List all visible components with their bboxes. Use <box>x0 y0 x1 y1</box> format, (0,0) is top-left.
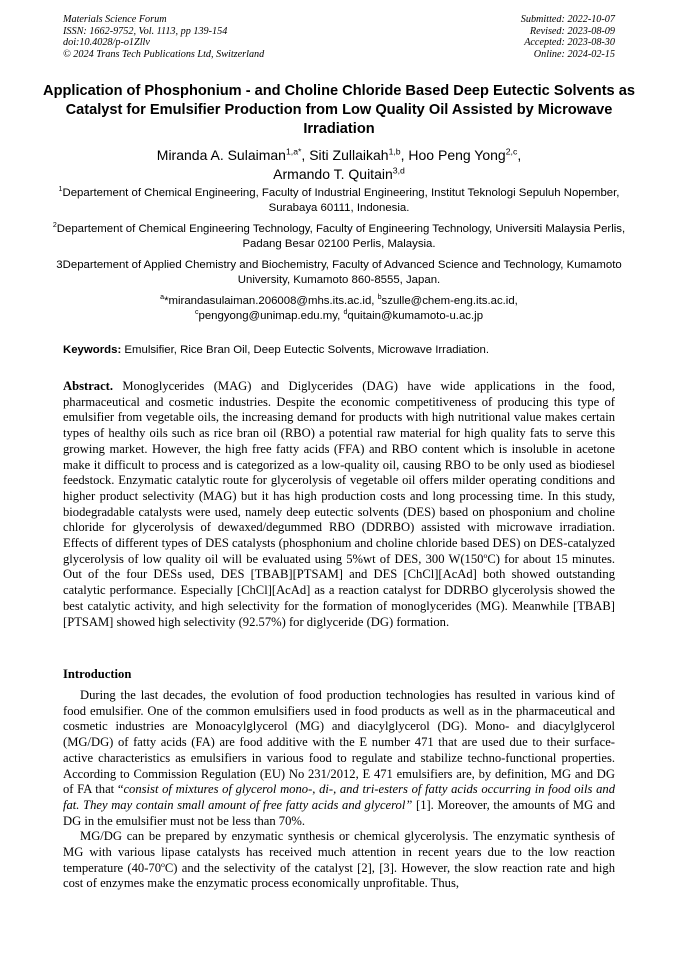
email-link[interactable]: *mirandasulaiman.206008@mhs.its.ac.id, <box>164 295 378 307</box>
abstract-label: Abstract. <box>63 379 114 393</box>
author-separator: , <box>517 147 522 163</box>
journal-name: Materials Science Forum <box>63 14 167 25</box>
journal-info <box>63 14 264 60</box>
keywords-label: Keywords: <box>63 344 122 356</box>
email-superscript: c <box>194 309 199 317</box>
author-superscript: 1,a* <box>285 146 302 157</box>
abstract-text: C) for about 15 minutes. Out of the four DESs used, DES [TBAB][PTSAM] and DES [ChCl][AcAd] both showed outstanding catalytic performance. Especially [ChCl][AcAd] as a reaction catalyst for DDRBO glycerolysis showed the best catalytic activity, and high selectivity for the formation of monoglycerides (MG). Meanwhile [TBAB][PTSAM] showed high selectivity (92.57%) for diglyceride (DG) formation. <box>63 551 615 629</box>
affiliation-text: Departement of Chemical Engineering, Faculty of Industrial Engineering, Institut Teknologi Sepuluh Nopember, Surabaya 60111, Indonesia. <box>62 187 620 215</box>
author-list <box>40 146 638 183</box>
author-separator: , <box>301 147 310 163</box>
publication-dates <box>521 14 615 60</box>
paper-title: Application of Phosphonium - and Choline Chloride Based Deep Eutectic Solvents as Catalyst for Emulsifier Production from Low Quality Oil Assisted by Microwave Irradiation <box>43 83 635 137</box>
email-link[interactable]: szulle@chem-eng.its.ac.id, <box>381 295 518 307</box>
affiliation-superscript: 1 <box>58 186 63 194</box>
author-emails <box>50 294 628 325</box>
email-superscript: a <box>160 294 165 302</box>
introduction-body <box>63 688 615 892</box>
affiliation-text: Departement of Chemical Engineering Technology, Faculty of Engineering Technology, Universiti Malaysia Perlis, Padang Besar 02100 Perlis, Malaysia. <box>56 223 626 251</box>
author-superscript: 3,d <box>392 164 405 175</box>
degree-superscript: o <box>161 859 165 869</box>
journal-issn: ISSN: 1662-9752, Vol. 1113, pp 139-154 <box>63 25 228 37</box>
affiliation-2 <box>50 222 628 253</box>
section-heading-introduction: Introduction <box>63 667 132 681</box>
journal-copyright: © 2024 Trans Tech Publications Ltd, Switzerland <box>63 48 265 60</box>
email-link[interactable]: pengyong@unimap.edu.my, <box>198 310 344 323</box>
author-name: Miranda A. Sulaiman <box>156 147 286 163</box>
keywords <box>63 343 615 358</box>
affiliation-1 <box>50 186 628 217</box>
paragraph-text: C) and the selectivity of the catalyst [2], [3]. However, the slow reaction rate and high cost of enzymes make the enzymatic process economically unprofitable. Thus, <box>63 860 616 891</box>
regulation-quote: consist of mixtures of glycerol mono-, di-, and tri-esters of fatty acids occurring in food oils and fat. They may contain small amount of free fatty acids and glycerol” <box>63 782 615 812</box>
author-name: Siti Zullaikah <box>309 147 389 163</box>
paragraph <box>63 688 615 829</box>
author-superscript: 2,c <box>505 146 518 157</box>
author-separator: , <box>400 147 409 163</box>
email-superscript: b <box>377 294 382 302</box>
email-link[interactable]: quitain@kumamoto-u.ac.jp <box>347 310 484 323</box>
paragraph <box>63 829 615 892</box>
date-submitted: Submitted: 2022-10-07 <box>520 14 615 25</box>
abstract <box>63 379 615 630</box>
degree-superscript: o <box>483 550 488 560</box>
date-revised: Revised: 2023-08-09 <box>529 25 615 37</box>
date-accepted: Accepted: 2023-08-30 <box>524 37 615 49</box>
author-name: Hoo Peng Yong <box>408 147 506 163</box>
keywords-text: Emulsifier, Rice Bran Oil, Deep Eutectic Solvents, Microwave Irradiation. <box>121 344 490 356</box>
date-online: Online: 2024-02-15 <box>533 48 615 60</box>
abstract-text: Monoglycerides (MAG) and Diglycerides (DAG) have wide applications in the food, pharmaceutical and cosmetic industries. Despite the economic competitiveness of producing this type of emulsifier from vegetable oils, the increasing demand for products with high nutritional value makes certain types of healthy oils such as rice bran oil (RBO) a potential raw material for high quality fats to serve this growing market. However, the high free fatty acids (FFA) and RBO content which is insoluble in acetone make it difficult to process and is categorized as a low-quality oil, causing RBO to be only used as biodiesel feedstock. Enzymatic catalytic route for glycerolysis of vegetable oil offers milder operating conditions and higher product selectivity (MAG) but it has high production costs and long processing time. In this study, biodegradable catalysts were used, namely deep eutectic solvents (DES) based on phosponium and choline chloride for glycerolysis of dewaxed/degummed RBO (DDRBO) assisted with microwave irradiation. Effects of different types of DES catalysts (phosphonium and choline chloride based DES) on DES-catalyzed glycerolysis of low quality oil will be evaluated using 5%wt of DES, 300 W(150 <box>63 379 615 566</box>
affiliation-superscript: 2 <box>52 222 57 230</box>
paragraph-text: [1]. Moreover, the amounts of MG and DG in the emulsifier must not be less than 70%. <box>63 797 615 828</box>
affiliation-text: 3Departement of Applied Chemistry and Biochemistry, Faculty of Advanced Science and Technology, Kumamoto University, Kumamoto 860-8555, Japan. <box>56 259 622 287</box>
journal-doi[interactable]: doi:10.4028/p-o1Zllv <box>63 37 150 49</box>
paragraph-text: MG/DG can be prepared by enzymatic synthesis or chemical glycerolysis. The enzymatic synthesis of MG with various lipase catalysts has received much attention in recent years due to the low reaction temperature (40-70 <box>63 829 615 875</box>
author-superscript: 1,b <box>388 146 401 157</box>
affiliation-3 <box>50 258 628 289</box>
email-superscript: d <box>343 309 348 317</box>
paragraph-text: During the last decades, the evolution of food production technologies has resulted in various kind of food emulsifier. One of the common emulsifiers used in food products as well as in the pharmaceutical and cosmetic industries are Monoacylglycerol (MG) and diacylglycerol (DG). Mono- and diacylglycerol (MG/DG) of fatty acids (FA) are food additive with the E number 471 that are used due to their surface-active characteristics as emulsifiers in various food to regulate and stabilize techno-functional properties. According to Commission Regulation (EU) No 231/2012, E 471 emulsifiers are, by definition, MG and DG of FA that “ <box>63 688 615 797</box>
author-name: Armando T. Quitain <box>273 165 393 182</box>
